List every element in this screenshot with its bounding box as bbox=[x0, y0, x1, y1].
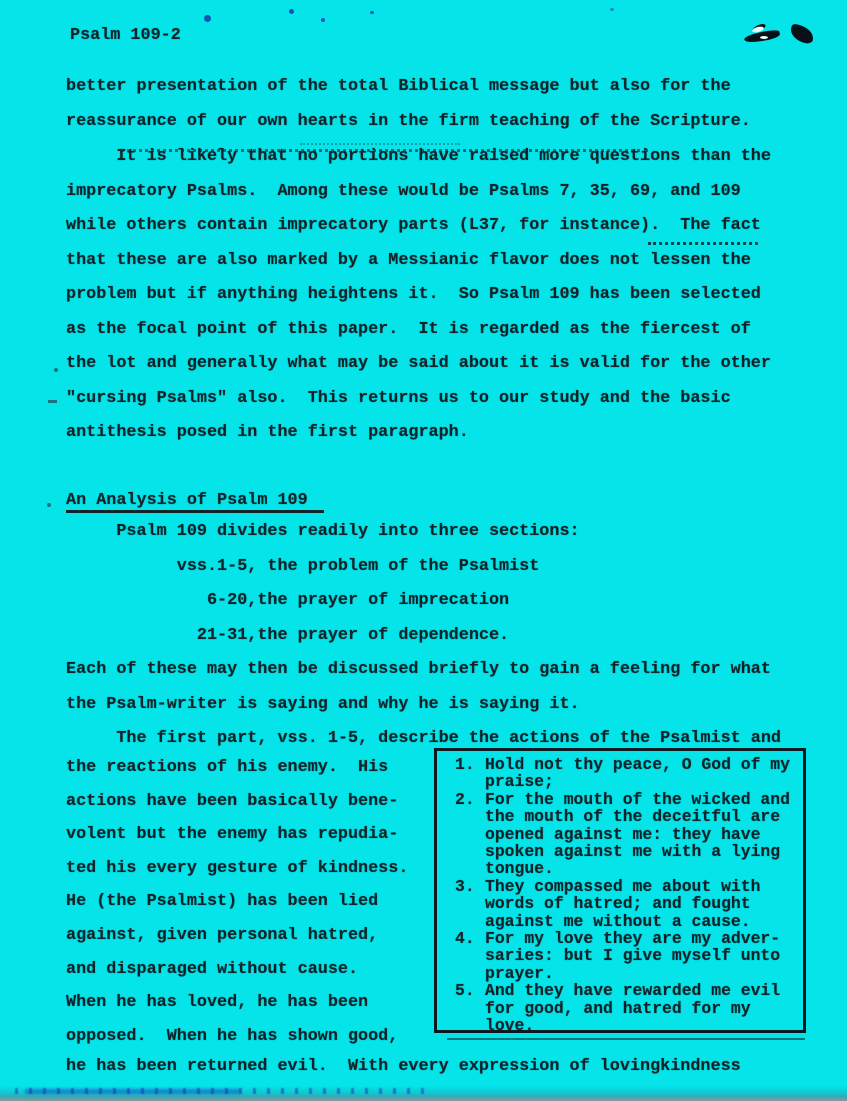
verse-text bbox=[485, 982, 801, 1033]
scan-edge-speckle bbox=[10, 1088, 430, 1094]
text-line: the reactions of his enemy. His bbox=[66, 758, 389, 777]
text-line: He (the Psalmist) has been lied bbox=[66, 892, 379, 912]
verse-text bbox=[485, 756, 801, 791]
verse-line: opened against me: they have bbox=[485, 824, 761, 844]
verse-line: For the mouth of the wicked and bbox=[485, 789, 790, 809]
closing-line: he has been returned evil. With every expression of lovingkindness bbox=[66, 1057, 741, 1076]
text-line: actions have been basically bene- bbox=[66, 791, 399, 811]
verse-item bbox=[455, 930, 801, 982]
text-line: against, given personal hatred, bbox=[66, 925, 379, 945]
text-line: volent but the enemy has repudia- bbox=[66, 825, 399, 845]
verse-number: 5. bbox=[455, 981, 475, 1001]
text-line: It is likely that no portions have raised more questions than the bbox=[66, 147, 771, 166]
text-line: the lot and generally what may be said about it is valid for the other bbox=[66, 354, 771, 373]
verse-line: for good, and hatred for my bbox=[485, 998, 751, 1018]
text-line: 6-20,the prayer of imprecation bbox=[66, 591, 510, 610]
verse-line: spoken against me with a lying bbox=[485, 842, 781, 862]
verse-line: love. bbox=[485, 1016, 535, 1033]
verse-item bbox=[455, 878, 801, 930]
scan-speck bbox=[321, 18, 325, 22]
verse-line: saries: but I give myself unto bbox=[485, 946, 781, 966]
margin-mark bbox=[47, 503, 51, 507]
paragraph-1 bbox=[66, 70, 751, 139]
verse-line: praise; bbox=[485, 772, 554, 792]
text-line: ted his every gesture of kindness. bbox=[66, 858, 409, 878]
verse-line: prayer. bbox=[485, 963, 554, 983]
text-line: better presentation of the total Biblical message but also for the bbox=[66, 77, 731, 96]
paragraph-2 bbox=[66, 140, 771, 451]
margin-mark bbox=[48, 400, 57, 403]
scan-speck bbox=[204, 15, 211, 22]
verse-line: the mouth of the deceitful are bbox=[485, 807, 781, 827]
verse-number: 3. bbox=[455, 876, 475, 896]
text-line: antithesis posed in the first paragraph. bbox=[66, 423, 469, 442]
verse-item bbox=[455, 791, 801, 878]
page-header: Psalm 109-2 bbox=[70, 26, 181, 45]
text-line: Each of these may then be discussed briefly to gain a feeling for what bbox=[66, 660, 771, 679]
verse-item bbox=[455, 982, 801, 1033]
text-line: and disparaged without cause. bbox=[66, 959, 359, 979]
text-line: the Psalm-writer is saying and why he is saying it. bbox=[66, 694, 580, 714]
text-line: problem but if anything heightens it. So Psalm 109 has been selected bbox=[66, 285, 761, 304]
left-column bbox=[66, 751, 408, 1053]
verse-text bbox=[485, 878, 801, 930]
scan-artifact-line bbox=[447, 1038, 805, 1040]
ink-fleck bbox=[760, 36, 768, 39]
text-line: while others contain imprecatory parts (L37, for instance). The fact bbox=[66, 216, 761, 235]
text-line: "cursing Psalms" also. This returns us to our study and the basic bbox=[66, 388, 731, 408]
text-line: vss.1-5, the problem of the Psalmist bbox=[66, 556, 540, 576]
margin-mark bbox=[54, 368, 58, 372]
verse-number: 4. bbox=[455, 929, 475, 949]
scan-speck bbox=[370, 11, 374, 14]
text-line: 21-31,the prayer of dependence. bbox=[66, 625, 510, 645]
typed-underline-artifact bbox=[648, 242, 758, 245]
scan-speck bbox=[289, 9, 294, 14]
verse-line: And they have rewarded me evil bbox=[485, 981, 781, 1001]
text-line: The first part, vss. 1-5, describe the actions of the Psalmist and bbox=[66, 729, 781, 748]
verse-line: For my love they are my adver- bbox=[485, 929, 781, 949]
text-line: imprecatory Psalms. Among these would be Psalms 7, 35, 69, and 109 bbox=[66, 181, 741, 201]
verse-text bbox=[485, 791, 801, 878]
text-line: reassurance of our own hearts in the firm teaching of the Scripture. bbox=[66, 111, 751, 131]
verse-text bbox=[485, 930, 801, 982]
verse-line: against me without a cause. bbox=[485, 911, 751, 931]
text-line: as the focal point of this paper. It is regarded as the fiercest of bbox=[66, 319, 751, 339]
section-heading bbox=[66, 484, 324, 519]
verse-item bbox=[455, 756, 801, 791]
verse-line: tongue. bbox=[485, 859, 554, 879]
verse-number: 1. bbox=[455, 755, 475, 774]
section-heading-text: An Analysis of Psalm 109 bbox=[66, 491, 324, 513]
verse-line: They compassed me about with bbox=[485, 876, 761, 896]
verse-box bbox=[434, 748, 806, 1033]
verse-line: Hold not thy peace, O God of my bbox=[485, 755, 790, 774]
text-line: When he has loved, he has been bbox=[66, 993, 369, 1013]
text-line: opposed. When he has shown good, bbox=[66, 1026, 399, 1046]
scan-speck bbox=[610, 8, 614, 11]
ink-smudge bbox=[788, 23, 815, 45]
verse-line: words of hatred; and fought bbox=[485, 894, 751, 914]
text-line: Psalm 109 divides readily into three sections: bbox=[66, 522, 580, 541]
verse-number: 2. bbox=[455, 789, 475, 809]
text-line: that these are also marked by a Messianic flavor does not lessen the bbox=[66, 250, 751, 270]
analysis-section bbox=[66, 515, 781, 757]
